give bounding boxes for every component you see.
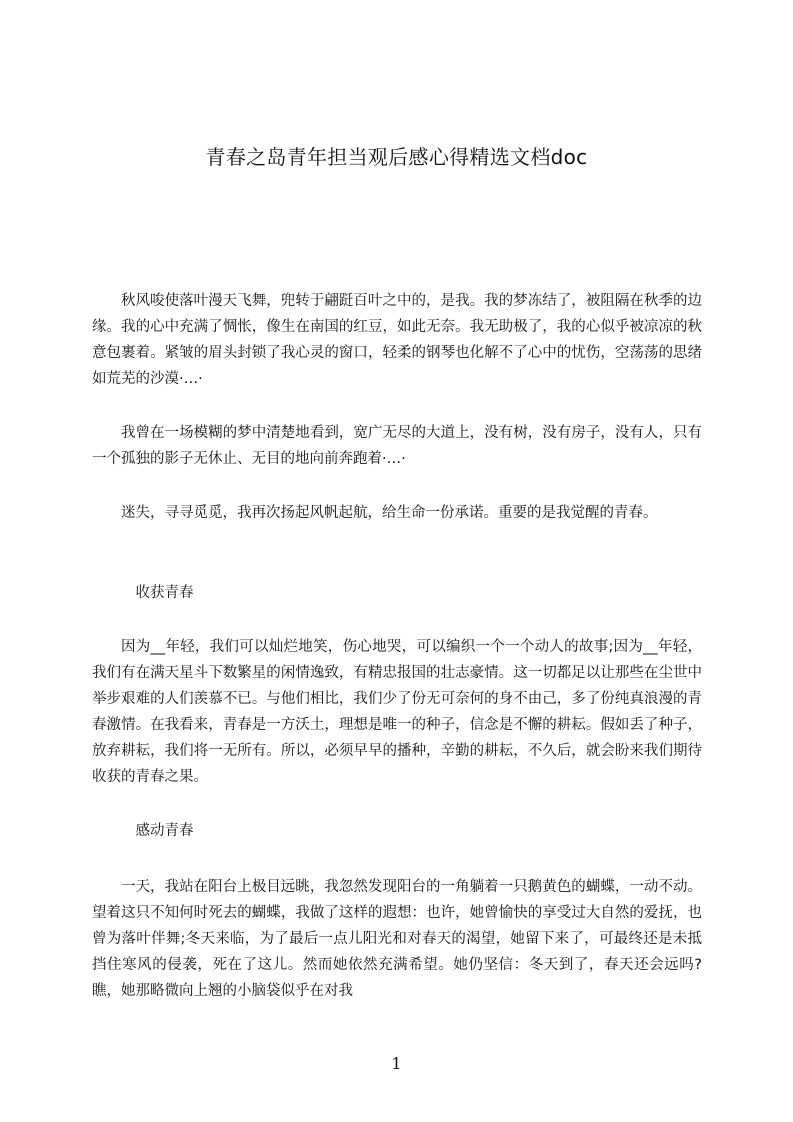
page-number: 1 xyxy=(391,1054,402,1073)
paragraph-text: 秋风唆使落叶漫天飞舞，兜转于翩跹百叶之中的，是我。我的梦冻结了，被阻隔在秋季的边缘。我的心中充满了惆怅，像生在南国的红豆，如此无奈。我无助极了，我的心似乎被凉凉的秋意包裹着。紧皱的眉头封锁了我心灵的窗口，轻柔的钢琴也化解不了心中的忧伤，空荡荡的思绪如荒芜的沙漠·…· xyxy=(92,293,702,387)
paragraph-youth xyxy=(92,634,702,790)
paragraph-butterfly xyxy=(92,874,702,1004)
document-title: 青春之岛青年担当观后感心得精选文档doc xyxy=(205,145,588,169)
section-heading-touched xyxy=(92,818,702,844)
paragraph-autumn xyxy=(92,288,702,392)
section-heading: 感动青春 xyxy=(135,823,194,839)
paragraph-awakening xyxy=(92,500,702,526)
paragraph-text: 迷失，寻寻觅觅，我再次扬起风帆起航，给生命一份承诺。重要的是我觉醒的青春。 xyxy=(121,505,658,521)
paragraph-text: 一天，我站在阳台上极目远眺，我忽然发现阳台的一角躺着一只鹅黄色的蝴蝶，一动不动。望着这只不知何时死去的蝴蝶，我做了这样的遐想：也许，她曾愉快的享受过大自然的爱抚，也曾为落叶伴舞;冬天来临，为了最后一点儿阳光和对春天的渴望，她留下来了，可最终还是未抵挡住寒风的侵袭，死在了这儿。然而她依然充满希望。她仍坚信：冬天到了，春天还会远吗?瞧，她那略微向上翘的小脑袋似乎在对我 xyxy=(92,879,702,999)
paragraph-dream xyxy=(92,420,702,472)
paragraph-text: 因为__年轻，我们可以灿烂地笑，伤心地哭，可以编织一个一个动人的故事;因为__年轻，我们有在满天星斗下数繁星的闲情逸致，有精忠报国的壮志豪情。这一切都足以让那些在尘世中举步艰难的人们羡慕不已。与他们相比，我们少了份无可奈何的身不由己，多了份纯真浪漫的青春激情。在我看来，青春是一方沃土，理想是唯一的种子，信念是不懈的耕耘。假如丢了种子，放弃耕耘，我们将一无所有。所以，必须早早的播种，辛勤的耕耘，不久后，就会盼来我们期待收获的青春之果。 xyxy=(92,639,702,785)
section-heading-harvest xyxy=(92,580,702,606)
paragraph-text: 我曾在一场模糊的梦中清楚地看到，宽广无尽的大道上，没有树，没有房子，没有人，只有一个孤独的影子无休止、无目的地向前奔跑着·…· xyxy=(92,425,702,467)
section-heading: 收获青春 xyxy=(135,585,194,601)
